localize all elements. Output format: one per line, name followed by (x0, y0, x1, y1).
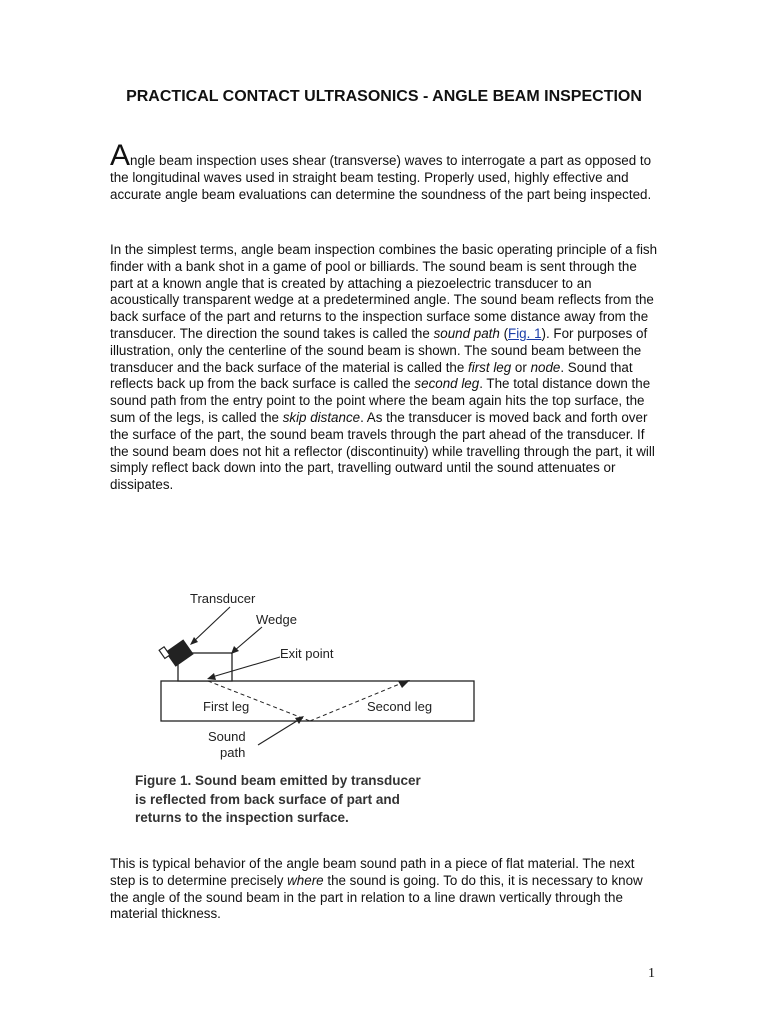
arrowhead-icon (398, 680, 410, 688)
text-run: ( (499, 325, 509, 341)
intro-text: ngle beam inspection uses shear (transverse) waves to interrogate a part as opposed to the longitudinal waves used in straight beam testing. Properly used, highly effective and accurate angle beam evaluations can determine the soundness of the part being inspected. (110, 153, 652, 202)
intro-paragraph (110, 139, 658, 203)
term-where: where (287, 872, 324, 888)
transducer-pointer (192, 607, 230, 643)
label-first-leg: First leg (203, 699, 250, 714)
text-run: In the simplest terms, angle beam inspection combines the basic operating principle of a fish finder with a bank shot in a game of pool or billiards. The sound beam is sent through the part at a known angle that is created by attaching a piezoelectric transducer to an acoustically transparent wedge at a predetermined angle. The sound beam reflects from the back surface of the part and returns to the inspection surface some distance away from the transducer. The direction the sound takes is called the (110, 242, 658, 341)
caption-line: Figure 1. Sound beam emitted by transducer (135, 773, 421, 788)
figure-1-diagram (130, 585, 490, 765)
text-run: the sound is going. To do this, it is necessary to know the angle of the sound beam in the part in relation to a line drawn vertically through the material thickness. (110, 872, 643, 922)
caption-line: is reflected from back surface of part and (135, 791, 400, 807)
label-path: path (220, 745, 246, 760)
text-run: . As the transducer is moved back and forth over the surface of the part, the sound beam travels through the part ahead of the transducer. If the sound beam does not hit a reflector (discontinuity) while travelling through the part, it will simply reflect back down into the part, travelling outward until the sound attenuates or dissipates. (110, 409, 655, 493)
text-run: or (511, 359, 531, 375)
page-number: 1 (648, 966, 655, 981)
term-second-leg: second leg (414, 376, 480, 392)
page-title: PRACTICAL CONTACT ULTRASONICS - ANGLE BEAM INSPECTION (126, 88, 642, 105)
body-paragraph-2 (110, 856, 658, 923)
wedge-pointer (234, 627, 262, 651)
label-wedge: Wedge (256, 612, 297, 627)
sound-path-pointer (258, 719, 300, 745)
term-skip-distance: skip distance (282, 409, 361, 425)
term-first-leg: first leg (468, 359, 512, 375)
body-paragraph-1 (110, 242, 658, 494)
text-run: . Sound that reflects back up from the back surface is called the (110, 359, 633, 392)
label-transducer: Transducer (190, 591, 256, 606)
term-sound-path: sound path (433, 325, 500, 341)
fig-1-link[interactable]: Fig. 1 (508, 325, 542, 341)
figure-caption (135, 772, 495, 828)
label-sound: Sound (208, 729, 246, 744)
caption-line: returns to the inspection surface. (135, 810, 349, 825)
drop-cap: A (110, 139, 131, 172)
text-run: . The total distance down the sound path from the entry point to the point where the beam again hits the top surface, the sum of the legs, is called the (110, 376, 651, 425)
label-exit-point: Exit point (280, 646, 334, 661)
text-run: This is typical behavior of the angle beam sound path in a piece of flat material. The next step is to determine precisely (110, 856, 635, 888)
term-node: node (530, 359, 561, 375)
arrowhead-icon (295, 716, 304, 724)
text-run: ). For purposes of illustration, only the centerline of the sound beam is shown. The sound beam between the transducer and the back surface of the material is called the (110, 325, 648, 375)
label-second-leg: Second leg (367, 699, 433, 714)
